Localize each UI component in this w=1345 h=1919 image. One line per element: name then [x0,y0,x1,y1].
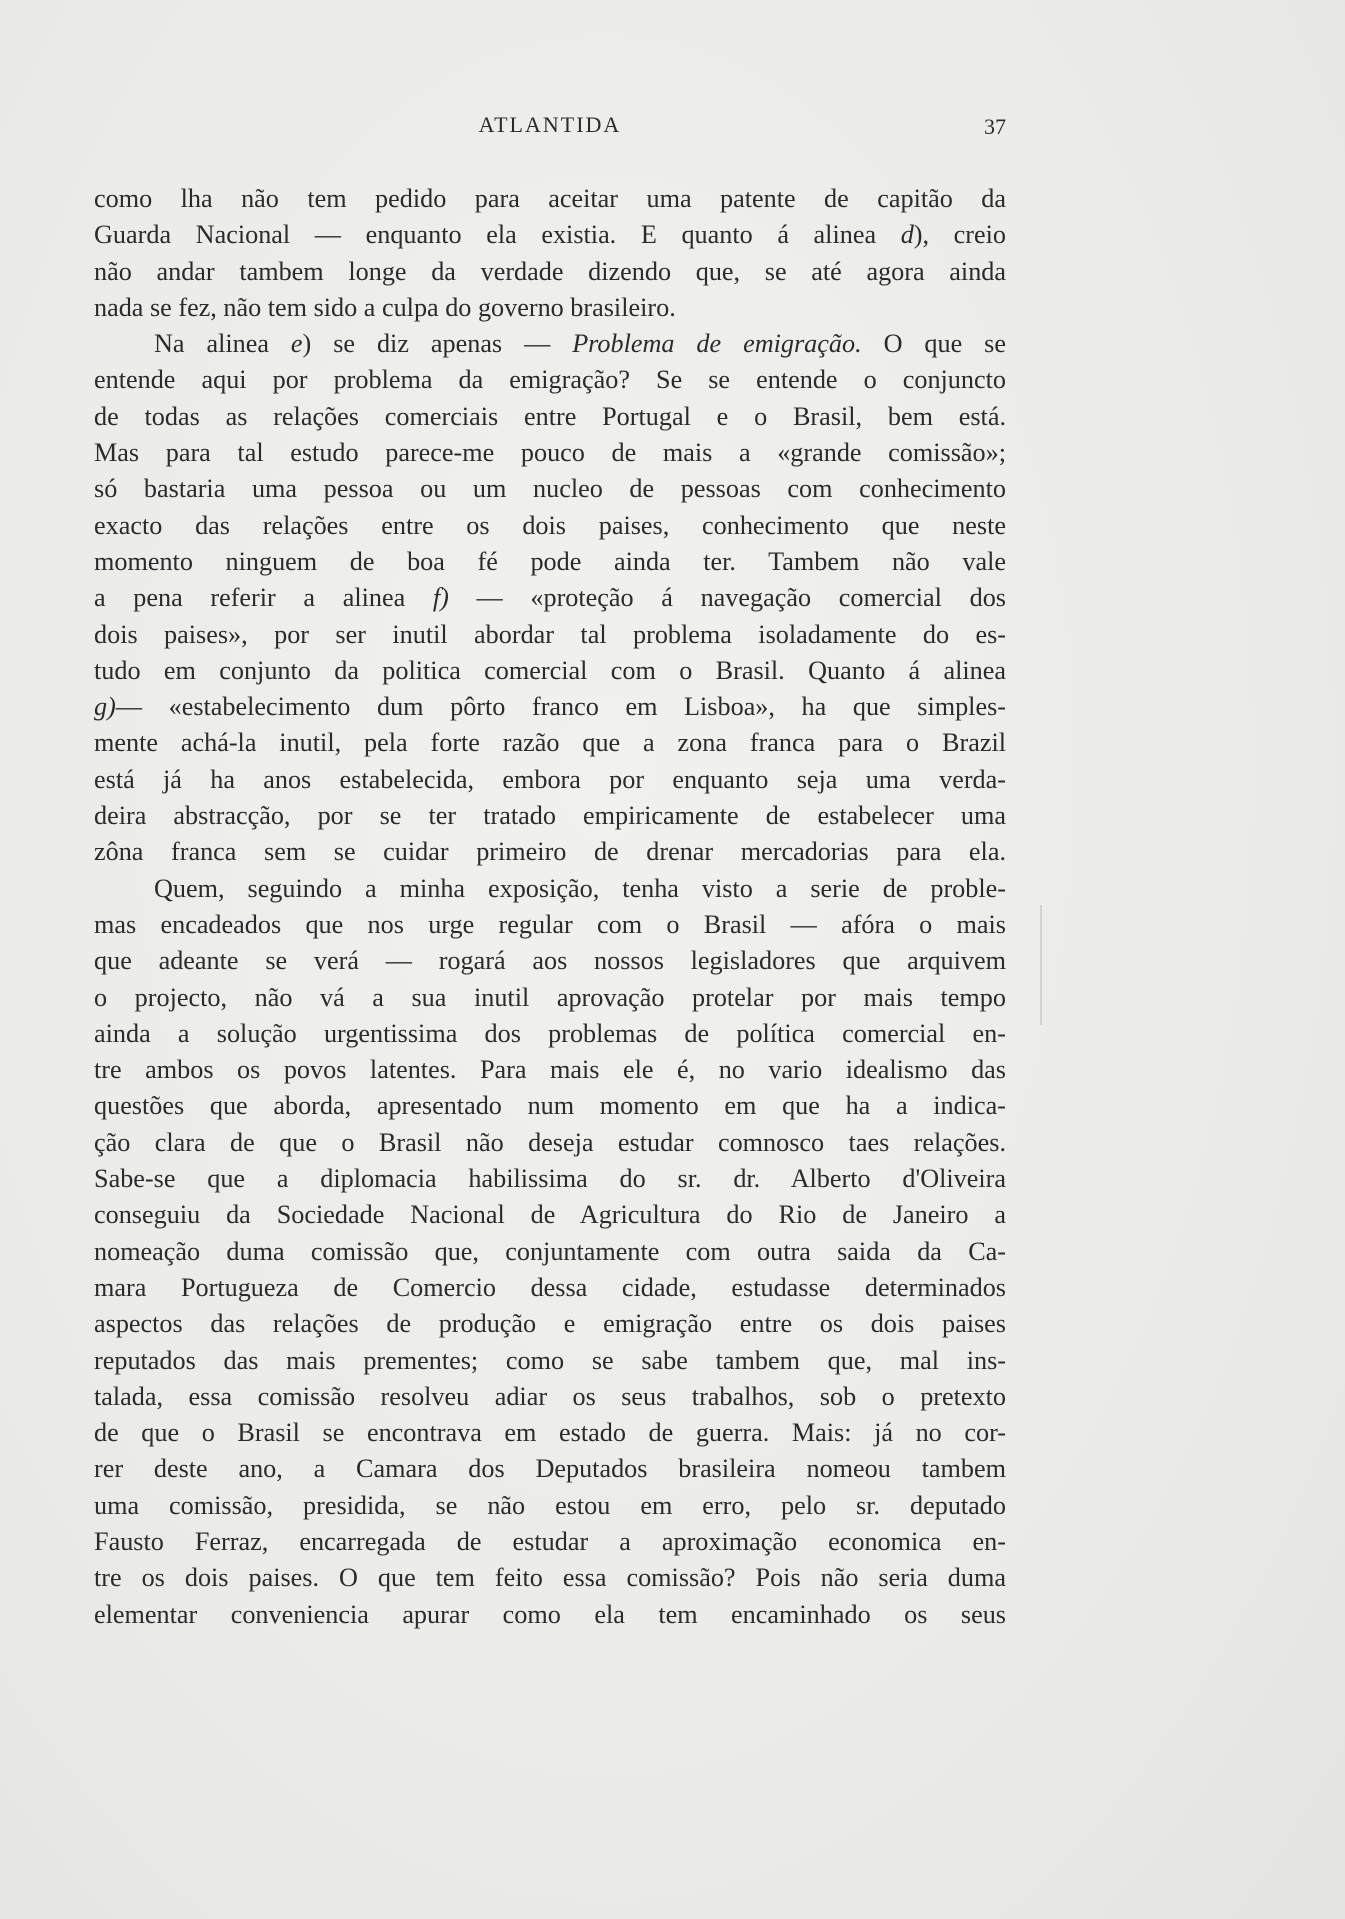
text-run: questões que aborda, apresentado num momento em que ha a indica- [94,1091,1006,1121]
text-run: Guarda Nacional — enquanto ela existia. E quanto á alinea [94,220,901,250]
text-line [94,217,1006,253]
text-line [94,725,1006,761]
text-run: ), creio [913,220,1006,250]
text-line [94,435,1006,471]
page-header [94,112,1006,148]
text-run: de todas as relações comerciais entre Portugal e o Brasil, bem está. [94,401,1006,431]
text-run: tre ambos os povos latentes. Para mais ele é, no vario idealismo das [94,1055,1006,1085]
text-run: Fausto Ferraz, encarregada de estudar a aproximação economica en- [94,1526,1006,1556]
text-run: uma comissão, presidida, se não estou em erro, pelo sr. deputado [94,1490,1006,1520]
text-line [94,1451,1006,1487]
text-run: dois paises», por ser inutil abordar tal problema isoladamente do es- [94,619,1006,649]
text-line [94,762,1006,798]
text-line [94,399,1006,435]
text-run: ) se diz apenas — [302,329,573,359]
text-run: — «proteção á navegação comercial dos [448,583,1006,613]
text-run: reputados das mais prementes; como se sabe tambem que, mal ins- [94,1345,1006,1375]
text-line [94,1306,1006,1342]
text-run: tre os dois paises. O que tem feito essa comissão? Pois não seria duma [94,1563,1006,1593]
text-line [94,326,1006,362]
text-run: momento ninguem de boa fé pode ainda ter. Tambem não vale [94,546,1006,576]
text-run: entende aqui por problema da emigração? Se se entende o conjuncto [94,365,1006,395]
text-run: ainda a solução urgentissima dos problemas de política comercial en- [94,1018,1006,1048]
text-line [94,980,1006,1016]
text-run: de que o Brasil se encontrava em estado de guerra. Mais: já no cor- [94,1418,1006,1448]
text-run: Quem, seguindo a minha exposição, tenha visto a serie de proble- [154,873,1006,903]
italic-run: g) [94,692,116,722]
text-line [94,1016,1006,1052]
text-line [94,1560,1006,1596]
text-line [94,508,1006,544]
text-run: nomeação duma comissão que, conjuntamente com outra saida da Ca- [94,1236,1006,1266]
text-line [94,1161,1006,1197]
text-line [94,362,1006,398]
text-run: talada, essa comissão resolveu adiar os seus trabalhos, sob o pretexto [94,1381,1006,1411]
text-run: como lha não tem pedido para aceitar uma patente de capitão da [94,184,1006,213]
text-run: que adeante se verá — rogará aos nossos legisladores que arquivem [94,946,1006,976]
text-line [94,617,1006,653]
text-run: exacto das relações entre os dois paises, conhecimento que neste [94,510,1006,540]
text-run: elementar conveniencia apurar como ela tem encaminhado os seus [94,1599,1006,1629]
text-run: zôna franca sem se cuidar primeiro de drenar mercadorias para ela. [94,837,1006,867]
text-line [94,544,1006,580]
running-title: ATLANTIDA [478,112,622,137]
text-line [94,1379,1006,1415]
italic-run: Problema de emigração. [572,329,862,359]
text-run: a pena referir a alinea [94,583,433,613]
text-run: está já ha anos estabelecida, embora por enquanto seja uma verda- [94,764,1006,794]
body-text [94,181,1006,1633]
text-run: rer deste ano, a Camara dos Deputados brasileira nomeou tambem [94,1454,1006,1484]
text-line [94,1234,1006,1270]
text-line [94,1415,1006,1451]
text-line [94,907,1006,943]
page-number: 37 [984,114,1006,139]
text-run: mente achá-la inutil, pela forte razão que a zona franca para o Brazil [94,728,1006,758]
text-line [94,1270,1006,1306]
text-run: ção clara de que o Brasil não deseja estudar comnosco taes relações. [94,1127,1006,1157]
text-line [94,1052,1006,1088]
text-line [94,580,1006,616]
text-run: Mas para tal estudo parece-me pouco de mais a «grande comissão»; [94,438,1006,468]
text-line [94,471,1006,507]
text-line [94,290,1006,326]
italic-run: f) [432,583,449,613]
text-run: Na alinea [154,329,291,359]
text-run: o projecto, não vá a sua inutil aprovação protelar por mais tempo [94,982,1006,1012]
text-run: O que se [861,329,1006,359]
text-line [94,1343,1006,1379]
text-line [94,1597,1006,1633]
text-run: aspectos das relações de produção e emigração entre os dois paises [94,1309,1006,1339]
text-line [94,943,1006,979]
italic-run: e [290,329,303,359]
text-run: Sabe-se que a diplomacia habilissima do sr. dr. Alberto d'Oliveira [94,1164,1006,1194]
text-line [94,653,1006,689]
text-line [94,181,1006,217]
text-run: — «estabelecimento dum pôrto franco em Lisboa», ha que simples- [115,692,1006,722]
text-run: mara Portugueza de Comercio dessa cidade, estudasse determinados [94,1272,1006,1302]
text-line [94,1488,1006,1524]
text-line [94,834,1006,870]
text-run: só bastaria uma pessoa ou um nucleo de pessoas com conhecimento [94,474,1006,504]
text-run: conseguiu da Sociedade Nacional de Agricultura do Rio de Janeiro a [94,1200,1006,1230]
text-line [94,689,1006,725]
text-run: deira abstracção, por se ter tratado empiricamente de estabelecer uma [94,801,1006,831]
italic-run: d [900,220,914,250]
text-run: tudo em conjunto da politica comercial com o Brasil. Quanto á alinea [94,655,1006,685]
margin-mark [1040,905,1042,1025]
text-line [94,798,1006,834]
text-run: mas encadeados que nos urge regular com o Brasil — afóra o mais [94,909,1006,939]
text-line [94,1088,1006,1124]
text-run: não andar tambem longe da verdade dizendo que, se até agora ainda [94,256,1006,286]
text-line [94,1524,1006,1560]
text-line [94,1125,1006,1161]
text-run: nada se fez, não tem sido a culpa do governo brasileiro. [94,292,676,322]
text-line [94,254,1006,290]
text-line [94,1197,1006,1233]
text-line [94,871,1006,907]
